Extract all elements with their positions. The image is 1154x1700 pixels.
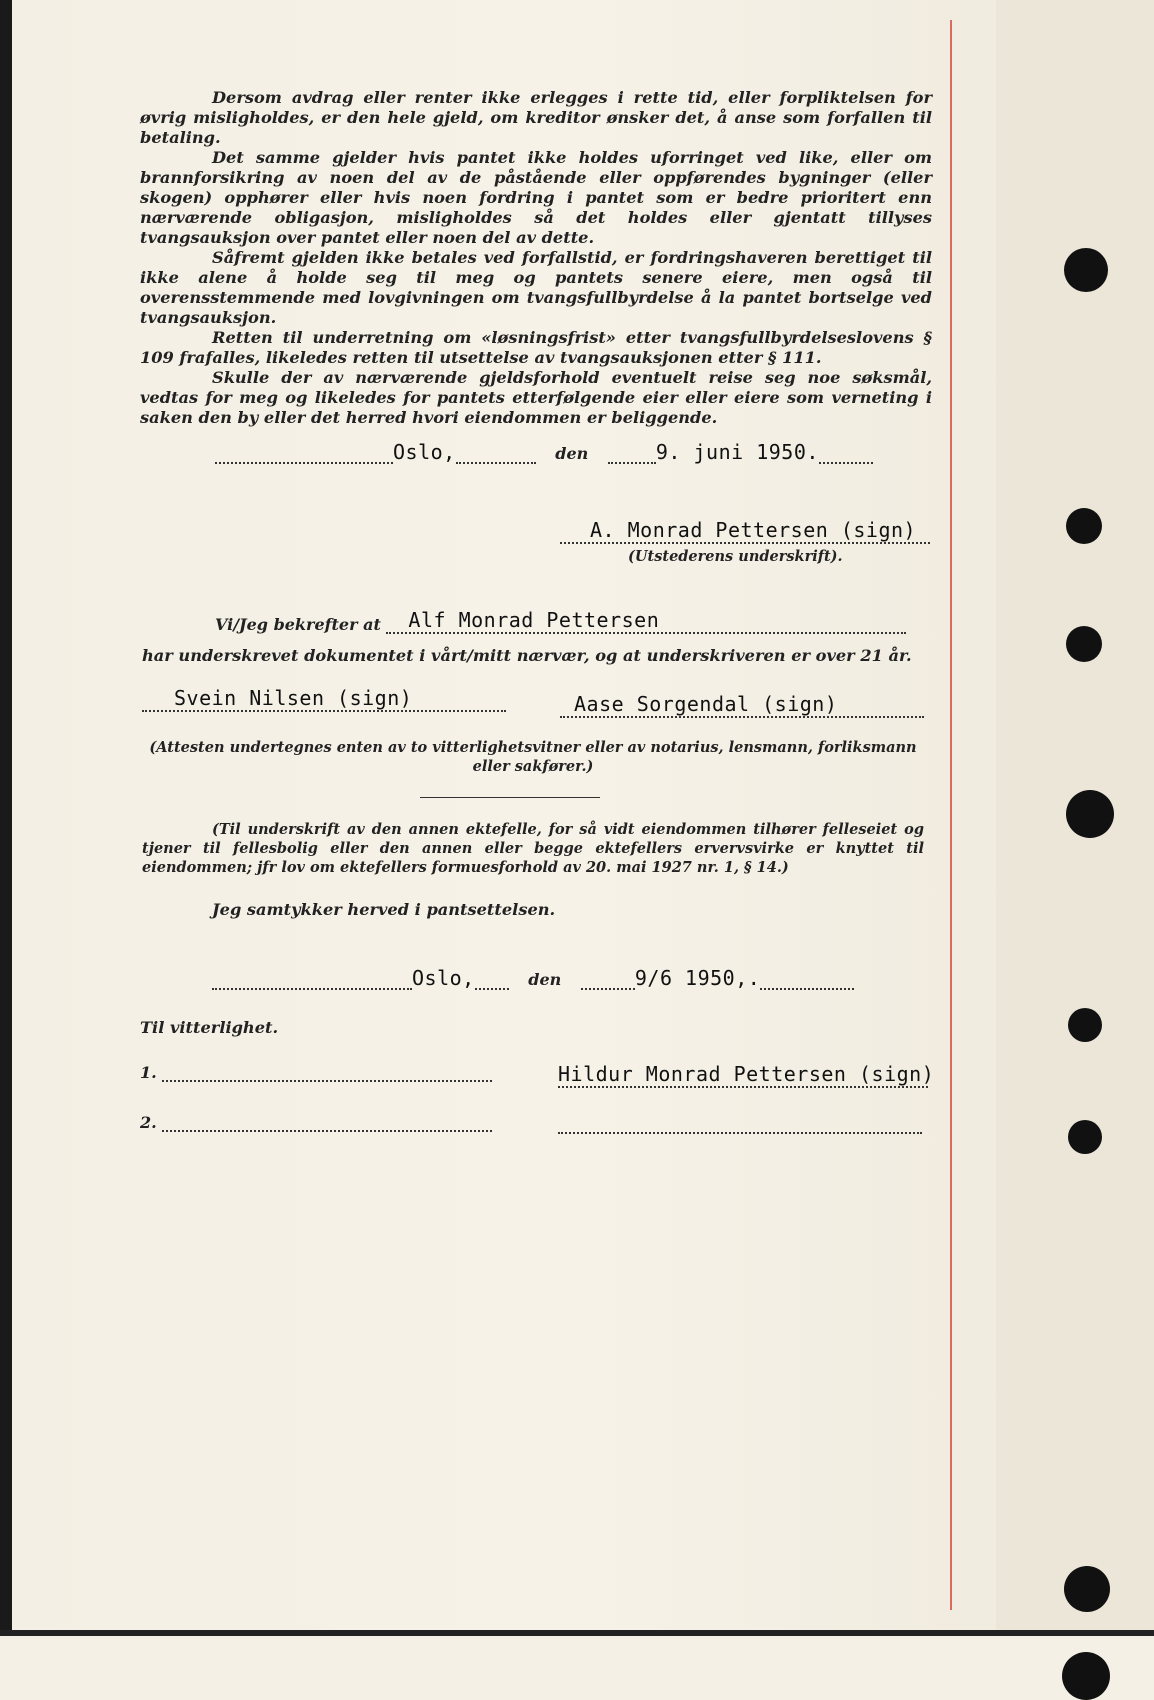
consent-den-label: den: [528, 970, 562, 989]
consent-date-line: [212, 966, 854, 990]
spouse-signature-line: [558, 1062, 935, 1088]
issue-den-label: den: [555, 444, 589, 463]
attest-line-1: [140, 1062, 492, 1082]
attest-number-2: 2.: [140, 1113, 157, 1132]
terms-p5: Skulle der av nærværende gjeldsforhold eventuelt reise seg noe søksmål, vedtas for meg og likeledes for pantets etterfølgende eier eller eiere som verneting i saken den by eller det herred hvori eiendommen er beliggende.: [140, 368, 932, 427]
punch-hole-2: [1066, 508, 1102, 544]
attest-line-2-right: [558, 1114, 922, 1134]
consent-place: Oslo,: [412, 966, 475, 990]
spouse-note: (Til underskrift av den annen ektefelle, for så vidt eiendommen tilhører felleseiet og tjener til fellesbolig eller den annen eller begge ektefellers ervervsvirke er knyttet til eiendommen; jfr lov om ektefellers formuesforhold av 20. mai 1927 nr. 1, § 14.): [142, 821, 924, 876]
issue-place: Oslo,: [393, 440, 456, 464]
left-scan-edge: [0, 0, 12, 1636]
divider-rule: [420, 797, 600, 798]
bottom-scan-edge: [0, 1630, 1154, 1636]
consent-text: Jeg samtykker herved i pantsettelsen.: [212, 900, 556, 919]
punch-hole-3: [1066, 626, 1102, 662]
terms-p2: Det samme gjelder hvis pantet ikke holdes uforringet ved like, eller om brannforsikring av noen del av de påstående eller oppførendes bygninger (eller skogen) opphører eller hvis noen fordring i pantet som er bedre prioritert enn nærværende obligasjon, misligholdes så det holdes eller gjentatt tillyses tvangsauksjon over pantet eller noen del av dette.: [140, 148, 932, 247]
punch-hole-6: [1068, 1120, 1102, 1154]
attest-label: Til vitterlighet.: [140, 1018, 279, 1037]
confirmation-line: [215, 608, 906, 634]
red-margin-line: [950, 20, 952, 1610]
attest-line-2: [140, 1112, 492, 1132]
punch-hole-5: [1068, 1008, 1102, 1042]
confirmed-name: Alf Monrad Pettersen: [408, 608, 660, 632]
spouse-signature: Hildur Monrad Pettersen (sign): [558, 1062, 935, 1086]
witness-2-signature: Aase Sorgendal (sign): [574, 692, 838, 716]
consent-date: 9/6 1950,.: [634, 966, 761, 990]
issue-date-line: [215, 440, 873, 464]
terms-paragraphs: [140, 88, 932, 428]
issuer-signature: A. Monrad Pettersen (sign): [590, 518, 917, 542]
witness-note: (Attesten undertegnes enten av to vitterlighetsvitner eller av notarius, lensmann, forliksmann eller sakfører.): [149, 739, 917, 775]
confirmation-prefix: Vi/Jeg bekrefter at: [215, 615, 381, 634]
issue-date: 9. juni 1950.: [655, 440, 819, 464]
terms-p1: Dersom avdrag eller renter ikke erlegges i rette tid, eller forpliktelsen for øvrig misligholdes, er den hele gjeld, om kreditor ønsker det, å anse som forfallen til betaling.: [140, 88, 932, 147]
punch-hole-1: [1064, 248, 1108, 292]
witness-1-signature: Svein Nilsen (sign): [174, 686, 413, 710]
confirmation-text: har underskrevet dokumentet i vårt/mitt nærvær, og at underskriveren er over 21 år.: [142, 646, 912, 665]
witness-2-line: [560, 692, 924, 718]
issuer-signature-block: [560, 518, 960, 565]
attest-number-1: 1.: [140, 1063, 157, 1082]
issuer-caption: (Utstederens underskrift).: [628, 548, 843, 565]
terms-p4: Retten til underretning om «løsningsfrist» etter tvangsfullbyrdelseslovens § 109 frafalles, likeledes retten til utsettelse av tvangsauksjonen etter § 111.: [140, 328, 932, 367]
punch-hole-7: [1064, 1566, 1110, 1612]
terms-p3: Såfremt gjelden ikke betales ved forfallstid, er fordringshaveren berettiget til ikke alene å holde seg til meg og pantets senere eiere, men også til overensstemmende med lovgivningen om tvangsfullbyrdelse å la pantet bortselge ved tvangsauksjon.: [140, 248, 932, 327]
punch-hole-4: [1066, 790, 1114, 838]
punch-hole-7: [1062, 1652, 1110, 1700]
witness-1-line: [142, 686, 506, 712]
